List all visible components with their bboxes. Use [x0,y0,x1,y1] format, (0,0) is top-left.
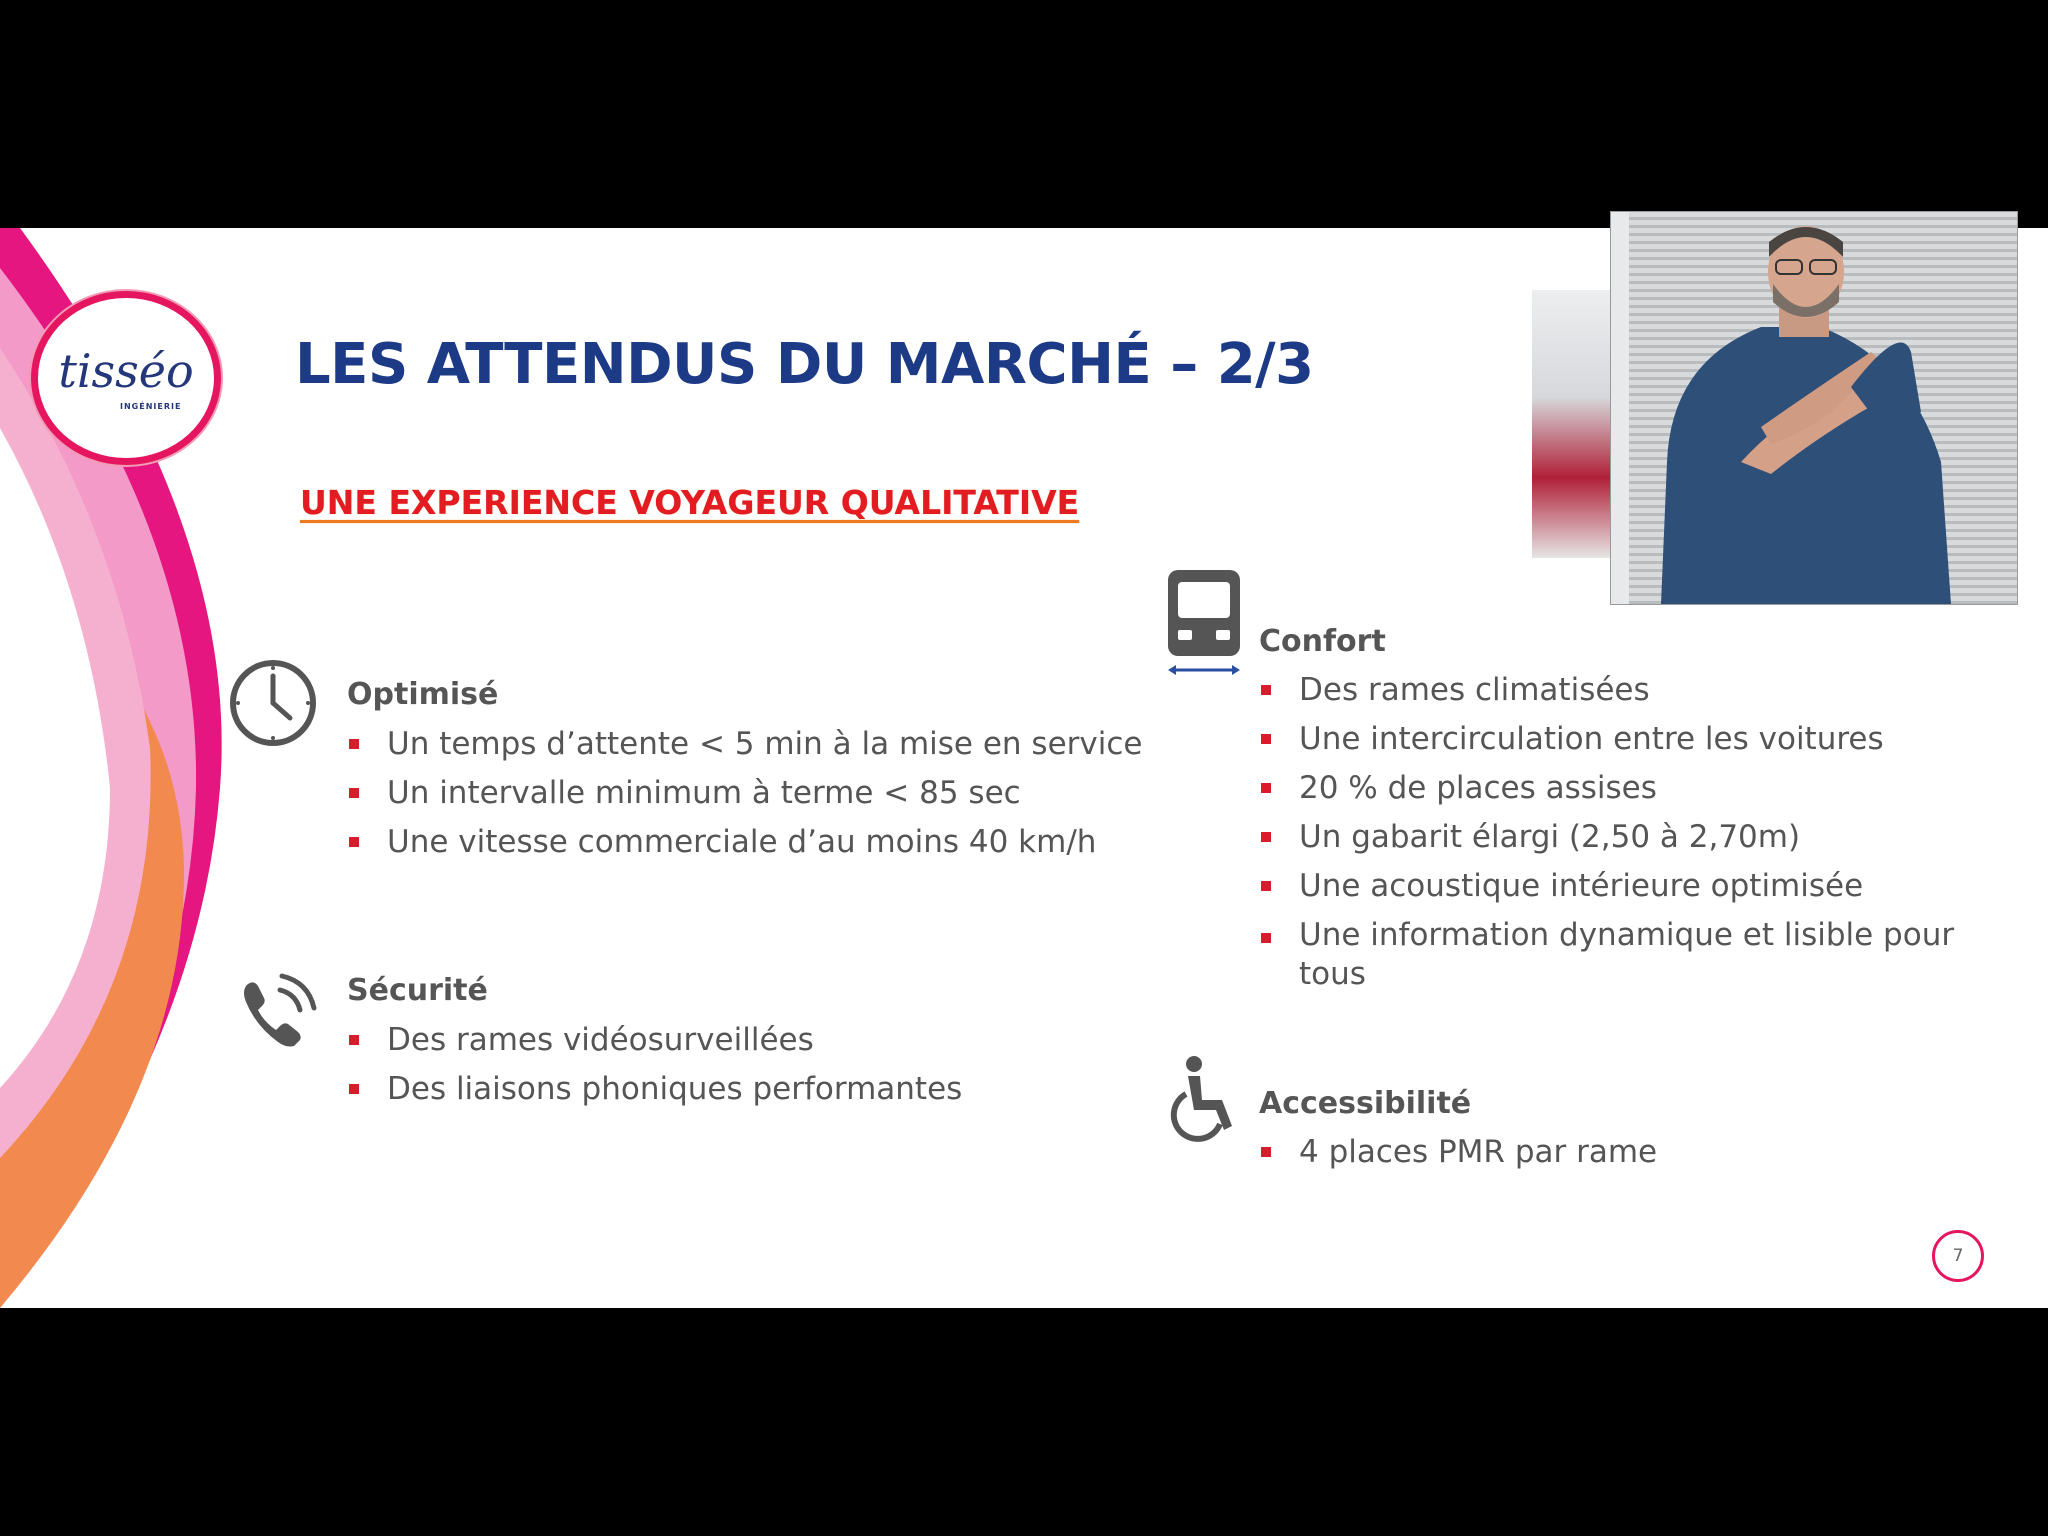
slide-subtitle: UNE EXPERIENCE VOYAGEUR QUALITATIVE [300,483,1080,522]
tram-icon [1164,568,1244,678]
list-confort [1261,666,1981,999]
tisseo-logo [38,298,214,458]
list-item: 20 % de places assises [1261,764,1981,813]
interpreter-video [1610,211,2018,605]
heading-accessibilite: Accessibilité [1259,1086,1472,1121]
list-item: Une information dynamique et lisible pour tous [1261,911,1981,999]
phone-icon [234,968,324,1058]
list-item: Un gabarit élargi (2,50 à 2,70m) [1261,813,1981,862]
heading-securite: Sécurité [347,973,488,1008]
heading-optimise: Optimisé [347,677,499,712]
list-item: Un temps d’attente < 5 min à la mise en service [349,720,1142,769]
list-accessibilite [1261,1128,1657,1177]
list-item: Des rames vidéosurveillées [349,1016,962,1065]
list-item: Une intercirculation entre les voitures [1261,715,1981,764]
slide-title: LES ATTENDUS DU MARCHÉ – 2/3 [295,332,1314,397]
heading-confort: Confort [1259,624,1386,659]
list-item: Des rames climatisées [1261,666,1981,715]
list-item: Un intervalle minimum à terme < 85 sec [349,769,1142,818]
list-item: Une acoustique intérieure optimisée [1261,862,1981,911]
list-optimise [349,720,1142,867]
logo-subtext: INGÉNIERIE [120,402,182,411]
list-item: 4 places PMR par rame [1261,1128,1657,1177]
list-item: Une vitesse commerciale d’au moins 40 km/h [349,818,1142,867]
logo-text: tisséo [58,344,194,398]
clock-icon [228,658,318,748]
list-securite [349,1016,962,1114]
interpreter-figure [1611,212,2017,604]
list-item: Des liaisons phoniques performantes [349,1065,962,1114]
video-background-left [1532,290,1612,558]
page-number: 7 [1932,1230,1984,1282]
wheelchair-icon [1170,1054,1246,1144]
